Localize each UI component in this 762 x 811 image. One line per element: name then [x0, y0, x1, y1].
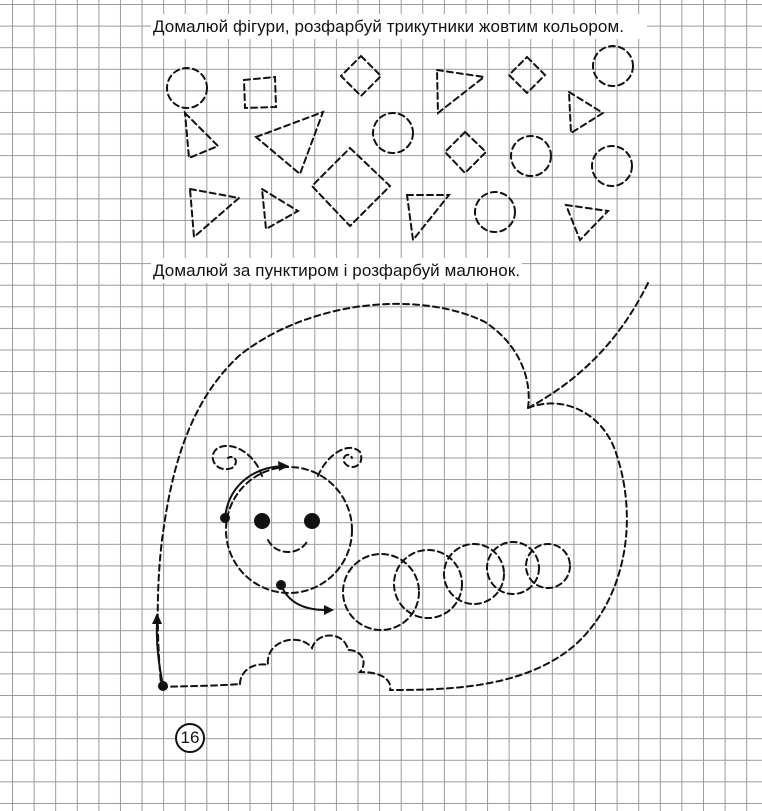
dashed-triangle — [185, 113, 218, 158]
caterpillar-segment — [487, 542, 539, 594]
caterpillar-head — [226, 467, 352, 593]
dashed-square — [312, 148, 390, 226]
page-number: 16 — [175, 723, 205, 753]
arrow-right-icon — [324, 605, 334, 615]
dashed-triangle — [437, 70, 484, 113]
arrow-up-icon — [152, 613, 162, 624]
trace-guide-path — [225, 466, 282, 518]
dashed-circle — [511, 136, 551, 176]
dashed-triangle — [262, 189, 298, 229]
caterpillar-segment — [343, 554, 419, 630]
leaf-picture — [152, 283, 648, 691]
caterpillar-right-antenna — [318, 448, 361, 476]
drawing-instruction: Домалюй за пунктиром і розфарбуй малюнок. — [151, 258, 522, 283]
leaf-outline-bottom — [161, 684, 240, 687]
cloud-outline — [240, 635, 390, 690]
shapes-group — [167, 46, 633, 240]
dashed-circle — [167, 68, 207, 108]
leaf-outline-upper — [158, 304, 529, 684]
dashed-triangle — [407, 195, 449, 240]
leaf-outline-right — [390, 403, 627, 690]
shapes-instruction: Домалюй фігури, розфарбуй трикутники жовтим кольором. — [151, 14, 647, 39]
dashed-square — [341, 56, 381, 96]
dashed-circle — [475, 192, 515, 232]
dashed-square — [244, 77, 276, 108]
caterpillar-segment — [394, 550, 462, 618]
caterpillar-left-antenna — [213, 446, 262, 476]
caterpillar-left-eye — [254, 513, 270, 529]
dashed-circle — [593, 46, 633, 86]
leaf-stem — [528, 283, 648, 408]
dashed-triangle — [569, 92, 603, 133]
dashed-circle — [373, 113, 413, 153]
arrow-right-icon — [278, 461, 289, 471]
dashed-triangle — [190, 189, 239, 237]
trace-guide-path — [281, 585, 326, 610]
dashed-square — [509, 57, 545, 93]
dashed-square — [445, 132, 486, 173]
caterpillar-right-eye — [304, 513, 320, 529]
dashed-circle — [592, 146, 632, 186]
caterpillar-smile — [268, 540, 308, 552]
caterpillar-segment — [444, 544, 504, 604]
dashed-triangle — [566, 205, 608, 240]
dashed-triangle — [256, 112, 323, 174]
